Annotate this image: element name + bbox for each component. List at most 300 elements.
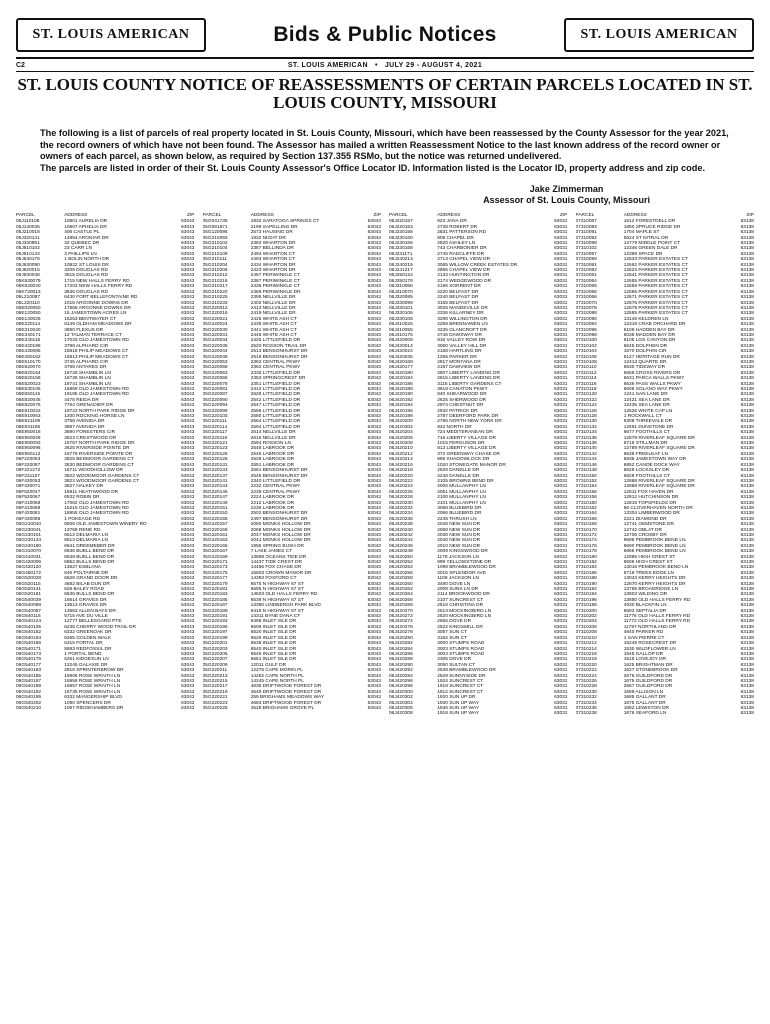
zip-code: 63043 [367, 235, 381, 241]
property-address: 3065 WILLOW CREEK ESTATES DR [437, 262, 518, 268]
locator-id: 07310148 [575, 468, 597, 474]
locator-id: 06J420304 [389, 700, 413, 706]
zip-code: 63043 [367, 468, 381, 474]
zip-code: 63043 [181, 343, 195, 349]
property-address: 16253 BENTWATER CT [64, 316, 117, 322]
zip-code: 63031 [554, 219, 568, 225]
property-address: 14456 FOX CHASE DR [250, 565, 302, 571]
property-address: 2594 LITTLEFIELD DR [250, 424, 301, 430]
property-address: 13765 BROADRIDGE LN [623, 587, 679, 593]
zip-code: 63138 [740, 300, 754, 306]
zip-code: 63043 [367, 532, 381, 538]
property-address: 2382 WHARTON DR [250, 241, 296, 247]
locator-id: 07310088 [575, 311, 597, 317]
zip-code: 63031 [554, 516, 568, 522]
zip-code: 63043 [367, 500, 381, 506]
property-address: 259 BRIGHAMS MEADOWS WAY [250, 695, 324, 701]
locator-id: 05G220155 [202, 516, 228, 522]
zip-code: 63138 [740, 538, 754, 544]
locator-id: 06E430085 [16, 349, 41, 355]
locator-id: 05G220189 [202, 608, 228, 614]
locator-id: 06G540210 [16, 705, 42, 711]
locator-id: 06J420244 [389, 538, 413, 544]
paper-name: ST. LOUIS AMERICAN [287, 61, 368, 69]
locator-id: 05G220121 [202, 441, 228, 447]
property-address: 2425 WHITE ASH CT [250, 316, 297, 322]
zip-code: 63043 [181, 581, 195, 587]
property-address: 12319 CRAB ORCHARD DR [623, 322, 686, 328]
property-address: 2713 CHAPEL VIEW DR [437, 257, 491, 263]
locator-id: 05G220099 [202, 408, 228, 414]
locator-id: 06F220087 [16, 462, 41, 468]
locator-id: 05G220173 [202, 565, 228, 571]
zip-code: 63031 [554, 354, 568, 360]
property-address: 823 JANA DR [437, 219, 467, 225]
zip-code: 63031 [554, 662, 568, 668]
locator-id: 06E620070 [16, 365, 41, 371]
locator-id: 06J420306 [389, 705, 413, 711]
zip-code: 63043 [367, 278, 381, 284]
locator-id: 07310108 [575, 359, 597, 365]
zip-code: 63138 [740, 273, 754, 279]
locator-id: 05G220103 [202, 414, 228, 420]
left-logo: ST. LOUIS AMERICAN [16, 18, 206, 52]
locator-id: 06J420008 [389, 338, 413, 344]
zip-code: 63031 [554, 446, 568, 452]
zip-code: 63043 [367, 365, 381, 371]
zip-code: 63138 [740, 624, 754, 630]
zip-code: 63031 [554, 327, 568, 333]
property-address: 7764 GRENADIER DR [64, 403, 113, 409]
zip-code: 63043 [181, 678, 195, 684]
property-address: 2340 LITTLEFIELD DR [250, 478, 301, 484]
zip-code: 63043 [181, 241, 195, 247]
zip-code: 63043 [367, 538, 381, 544]
property-address: 12245 GALAXIE DR [64, 662, 108, 668]
property-address: 3003 STUMPS ROAD [437, 646, 485, 652]
locator-id: 06J420282 [389, 641, 413, 647]
locator-id: 06J220163 [389, 224, 413, 230]
property-address: 3298 WILLINGTON DR [437, 316, 488, 322]
property-address: 6508 OLD JAMESTOWN WINERY RD [64, 522, 147, 528]
locator-id: 06J240215 [389, 262, 413, 268]
property-address: 2528 LITTLEFIELD DR [250, 392, 301, 398]
property-address: 6638 FREELEAF LN [623, 451, 668, 457]
zip-code: 63043 [367, 641, 381, 647]
zip-code: 63138 [740, 230, 754, 236]
zip-code: 63043 [367, 489, 381, 495]
zip-code: 63043 [367, 441, 381, 447]
property-address: 2105 BROWNS BEND DR [437, 478, 494, 484]
zip-code: 63043 [367, 311, 381, 317]
property-address: 1685 GALLANT DR [623, 695, 666, 701]
zip-code: 63138 [740, 592, 754, 598]
zip-code: 63031 [554, 408, 568, 414]
zip-code: 63043 [181, 468, 195, 474]
locator-id: 05G220021 [202, 316, 228, 322]
locator-id: 06E620156 [16, 376, 41, 382]
locator-id: 06G540187 [16, 678, 42, 684]
zip-code: 63043 [367, 435, 381, 441]
zip-code: 63031 [554, 641, 568, 647]
locator-id: 06G520181 [16, 592, 42, 598]
zip-code: 63138 [740, 473, 754, 479]
property-address: 11797 NORTHLAND DR [623, 624, 677, 630]
zip-code: 63043 [181, 349, 195, 355]
property-address: 13768 RENE RD [64, 527, 101, 533]
zip-code: 63043 [367, 516, 381, 522]
zip-code: 63043 [367, 424, 381, 430]
zip-code: 63138 [740, 365, 754, 371]
zip-code: 63043 [181, 489, 195, 495]
folio-text [288, 62, 482, 69]
locator-id: 05G220221 [202, 695, 228, 701]
locator-id: 05G220207 [202, 657, 228, 663]
zip-code: 63138 [740, 684, 754, 690]
locator-id: 06E310040 [16, 327, 41, 333]
locator-id: 07310134 [575, 430, 597, 436]
property-address: 3 PHILLIPS LN [64, 251, 97, 257]
property-address: 14245 CAPE NORTH PL [250, 678, 304, 684]
property-address: 13850 OLD HALLS FERRY RD [623, 597, 691, 603]
zip-code: 63043 [181, 408, 195, 414]
property-address: 2974 CHESTNUT DR [437, 403, 484, 409]
zip-code: 63031 [554, 511, 568, 517]
property-address: 12665 PARKER ESTATES CT [623, 289, 688, 295]
property-address: 13043 KERRY HEIGHTS DR [623, 576, 686, 582]
property-address: 12662 PARKER ESTATES CT [623, 262, 688, 268]
locator-id: 06J420184 [389, 376, 413, 382]
property-address: 2402 NELLVILLE DR [250, 300, 296, 306]
locator-id: 06E420196 [16, 343, 41, 349]
locator-id: 06E020050 [16, 305, 41, 311]
property-address: 16728 SHAMBLIN LN [64, 370, 111, 376]
property-address: 12965 HIGH CREST ST [623, 554, 676, 560]
zip-code: 63043 [181, 305, 195, 311]
locator-id: 06J420226 [389, 489, 413, 495]
zip-code: 63031 [554, 246, 568, 252]
locator-id: 07310218 [575, 657, 597, 663]
property-address: 1020 STONEGATE MANOR DR [437, 462, 506, 468]
zip-code: 63031 [554, 262, 568, 268]
locator-id: 07310238 [575, 711, 597, 717]
locator-id: 06G540183 [16, 668, 42, 674]
property-address: 12878 RIVERLEAF SQUARE DR [623, 435, 695, 441]
zip-code: 63043 [181, 538, 195, 544]
locator-id: 06J420190 [389, 392, 413, 398]
zip-code: 63031 [554, 241, 568, 247]
locator-id: 06G540192 [16, 689, 42, 695]
parcel-column [16, 213, 195, 1014]
zip-code: 63043 [181, 246, 195, 252]
locator-id: 07310192 [575, 587, 597, 593]
zip-code: 63043 [181, 268, 195, 274]
property-address: 17033 OLD JAMESTOWN RD [64, 338, 129, 344]
locator-id: 05G220058 [202, 365, 228, 371]
locator-id: 06J420300 [389, 689, 413, 695]
property-address: 6520 INLET ISLE DR [250, 630, 297, 636]
property-address: 13304 LIMBERWOOD DR [623, 511, 680, 517]
property-address: 10822 ST LOUIS DR [64, 262, 109, 268]
property-address: 16869 OLD JAMESTOWN RD [64, 387, 129, 392]
issue-dates: JULY 29 - AUGUST 4, 2021 [384, 61, 483, 69]
property-address: 1932 SARATOGA SPRINGS CT [250, 219, 320, 225]
property-address: 2413 NELLVILLE DR [250, 305, 296, 311]
property-address: 3745 ALPHARD CIR [64, 359, 109, 365]
header-address: ADDRESS [250, 213, 274, 218]
property-address: 6826 FOOTHILLS CT [623, 473, 671, 479]
zip-code: 63138 [740, 257, 754, 263]
zip-code: 63031 [554, 257, 568, 263]
property-address: 1920 SUN UP DR [437, 695, 476, 701]
zip-code: 63031 [554, 500, 568, 506]
zip-code: 63031 [554, 505, 568, 511]
property-address: 2352 CENTRAL PKWY [250, 359, 301, 365]
locator-id: 06G540166 [16, 641, 42, 647]
header-parcel: PARCEL [202, 213, 222, 218]
property-address: 15249 ROSECREST DR [623, 641, 677, 647]
locator-id: 06J420240 [389, 527, 413, 533]
property-address: 12777 BELLESGARD PTE [64, 619, 122, 625]
zip-code: 63138 [740, 689, 754, 695]
locator-id: 05G220179 [202, 581, 228, 587]
zip-code: 63138 [740, 246, 754, 252]
property-address: 1057 RIDGEHAMBERS DR [64, 705, 124, 711]
header-address: ADDRESS [623, 213, 647, 218]
locator-id: 07310208 [575, 630, 597, 636]
notice-title: ST. LOUIS COUNTY NOTICE OF REASSESSMENTS OF CERTAIN PARCELS LOCATED IN ST. LOUIS COUNTY, MISSOURI [17, 75, 753, 112]
zip-code: 63043 [181, 554, 195, 560]
property-address: 2738 ROBERT DR [437, 224, 478, 230]
zip-code: 63031 [554, 592, 568, 598]
locator-id: 06G540171 [16, 646, 42, 652]
zip-code: 63031 [554, 376, 568, 382]
zip-code: 63043 [367, 246, 381, 252]
zip-code: 63043 [181, 505, 195, 511]
zip-code: 63043 [181, 576, 195, 582]
zip-code: 63138 [740, 489, 754, 495]
locator-id: 06J420272 [389, 614, 413, 620]
zip-code: 63043 [181, 316, 195, 322]
property-address: 2446 WHITE ASH CT [250, 332, 297, 338]
zip-code: 63031 [554, 451, 568, 457]
locator-id: 06G520141 [16, 587, 42, 593]
property-address: 1 BOLIN NORTH DR [64, 257, 110, 263]
locator-id: 07310176 [575, 543, 597, 549]
property-address: 2412 LITTLEFIELD DR [250, 387, 301, 392]
folio-bar [16, 57, 754, 72]
zip-code: 63043 [367, 408, 381, 414]
property-address: 13627 ESBLANA [64, 565, 101, 571]
locator-id: 06G520115 [16, 581, 41, 587]
zip-code: 63043 [181, 278, 195, 284]
locator-id: 06E450162 [16, 354, 41, 360]
property-address: 3690 FORESTERS CIR [64, 430, 116, 436]
zip-code: 63138 [740, 646, 754, 652]
zip-code: 63031 [554, 230, 568, 236]
property-address: 3208 DOUGLAS RD [64, 268, 108, 274]
locator-id: 06J420196 [389, 408, 413, 414]
locator-id: 06E650115 [16, 392, 41, 398]
locator-id: 06G540177 [16, 662, 42, 668]
zip-code: 63043 [367, 262, 381, 268]
locator-id: 07310094 [575, 322, 597, 328]
property-address: 6658 CROSS RIVERS DR [623, 370, 681, 376]
property-address: 3235 GLANCROFT DR [437, 327, 487, 333]
column-header [16, 213, 195, 218]
property-address: 16911 HEATHWOOD DR [64, 489, 119, 495]
locator-id: 06J420296 [389, 678, 413, 684]
locator-id: 05G220044 [202, 349, 228, 355]
locator-id: 06G540189 [16, 684, 42, 690]
property-address: 13803 WILDING DR [623, 592, 668, 598]
property-address: 2245 THRUSH LN [437, 516, 477, 522]
zip-code: 63138 [740, 332, 754, 338]
property-address: 4649 DRIFTWOOD FOREST DR [250, 689, 322, 695]
property-address: 1200 ROCKING HORSE LN [64, 414, 125, 420]
property-address: 6852 CANOE DOCK WAY [623, 462, 680, 468]
zip-code: 63043 [367, 322, 381, 328]
zip-code: 63031 [554, 300, 568, 306]
locator-id: 06E340115 [16, 338, 41, 344]
locator-id: 07310078 [575, 305, 597, 311]
zip-code: 63031 [554, 478, 568, 484]
locator-id: 05G220141 [202, 478, 228, 484]
locator-id: 05G220081 [202, 387, 228, 392]
locator-id: 05G220185 [202, 597, 228, 603]
locator-id: 07310066 [575, 289, 597, 295]
property-address: 1256 PARKER DR [437, 354, 477, 360]
locator-id: 06J420292 [389, 668, 413, 674]
zip-code: 63031 [554, 251, 568, 257]
zip-code: 63031 [554, 646, 568, 652]
property-address: 1 POKEAGE RD [64, 516, 100, 522]
zip-code: 63031 [554, 462, 568, 468]
locator-id: 07310065 [575, 284, 597, 290]
zip-code: 63031 [554, 689, 568, 695]
zip-code: 63043 [181, 424, 195, 430]
zip-code: 63043 [181, 311, 195, 317]
locator-id: 07310104 [575, 349, 597, 355]
property-address: 6628 GRAND DOOR DR [64, 576, 118, 582]
property-address: 6716 TREES EDGE LN [623, 570, 674, 576]
locator-id: 07310102 [575, 246, 597, 252]
zip-code: 63043 [181, 441, 195, 447]
zip-code: 63031 [554, 549, 568, 555]
section-title: Bids & Public Notices [273, 23, 497, 46]
property-address: 6105 LOS CANYON DR [623, 338, 676, 344]
zip-code: 63043 [181, 224, 195, 230]
property-address: 2580 LITTLEFIELD DR [250, 414, 301, 420]
locator-id: 05G220209 [202, 662, 228, 668]
property-address: 1 PORTAL BEND [64, 651, 102, 657]
property-address: 6677 FOOTHILLS CT [623, 430, 671, 436]
zip-code: 63138 [740, 657, 754, 663]
property-address: 2362 CENTRAL PKWY [250, 365, 301, 371]
locator-id: 05G210102 [202, 241, 228, 247]
locator-id: 06E620154 [16, 370, 41, 376]
property-address: 16779 RIVERSIDE POINTE DR [64, 451, 133, 457]
zip-code: 63043 [367, 451, 381, 457]
zip-code: 63031 [554, 441, 568, 447]
locator-id: 05G220039 [202, 343, 228, 349]
locator-id: 05G220063 [202, 370, 228, 376]
locator-id: 06G540173 [16, 651, 42, 657]
property-address: 2497 BENSONHURST DR [250, 516, 308, 522]
property-address: 2556 DOVE DR [437, 619, 472, 625]
locator-id: 06E950113 [16, 451, 41, 457]
locator-id: 06J420248 [389, 549, 413, 555]
property-address: 2548 LABROOK DR [250, 446, 295, 452]
property-address: 1704 MAPLE ST [623, 230, 660, 236]
zip-code: 63138 [740, 435, 754, 441]
locator-id: 06F231127 [16, 473, 40, 479]
locator-id: 07310172 [575, 532, 597, 538]
zip-code: 63138 [740, 359, 754, 365]
locator-id: 05J510102 [16, 246, 40, 252]
zip-code: 63043 [181, 657, 195, 663]
zip-code: 63043 [181, 446, 195, 452]
property-address: 716 LIBERTY VILLAGE DR [437, 435, 496, 441]
zip-code: 63043 [367, 251, 381, 257]
locator-id: 05G220034 [202, 338, 228, 344]
property-address: 6829 LOCKSLEY DR [623, 468, 670, 474]
property-address: 12633 PARKER ESTATES CT [623, 257, 688, 263]
property-address: 646 POLTAIRNE DR [64, 570, 109, 576]
locator-id: 06J420238 [389, 522, 413, 528]
locator-id: 07310198 [575, 603, 597, 609]
property-address: 2008 SUNS LN DR [437, 587, 479, 593]
property-address: 2419 NELLVILLE DR [250, 311, 296, 317]
zip-code: 63138 [740, 387, 754, 392]
locator-id: 06E510170 [16, 359, 41, 365]
property-address: 1098 BRAMBLEWOOD DR [437, 565, 496, 571]
header-parcel: PARCEL [16, 213, 35, 218]
property-address: 2236 LABROOK DR [250, 505, 295, 511]
zip-code: 63138 [740, 511, 754, 517]
locator-id: 06J230166 [389, 241, 413, 247]
property-address: 13148 KELDREN LN [623, 316, 669, 322]
locator-id: 06E950026 [16, 435, 41, 441]
locator-id: 06J420236 [389, 516, 413, 522]
locator-id: 05G041735 [202, 219, 228, 225]
zip-code: 63043 [367, 695, 381, 701]
zip-code: 63031 [554, 278, 568, 284]
zip-code: 63043 [367, 587, 381, 593]
locator-id: 07310142 [575, 451, 597, 457]
locator-id: 05G220151 [202, 505, 228, 511]
zip-code: 63043 [181, 289, 195, 295]
locator-id: 05G220169 [202, 554, 228, 560]
zip-code: 63138 [740, 403, 754, 409]
locator-id: 06J420232 [389, 505, 413, 511]
zip-code: 63043 [367, 473, 381, 479]
zip-code: 63043 [181, 295, 195, 301]
zip-code: 63138 [740, 430, 754, 436]
property-address: 6852 BULLS BEND DR [64, 560, 115, 565]
locator-id: 06E340171 [16, 332, 41, 338]
zip-code: 63043 [181, 527, 195, 533]
locator-id: 06J420274 [389, 619, 413, 625]
locator-id: 06J420168 [389, 359, 413, 365]
property-address: 6595 N HIGHWAY 67 ST [250, 587, 304, 593]
locator-id: 06J410026 [389, 322, 413, 328]
property-address: 2048 NEW SUN DR [437, 522, 481, 528]
column-header [203, 213, 382, 218]
zip-code: 63043 [181, 235, 195, 241]
zip-code: 63043 [367, 700, 381, 706]
zip-code: 63043 [367, 678, 381, 684]
